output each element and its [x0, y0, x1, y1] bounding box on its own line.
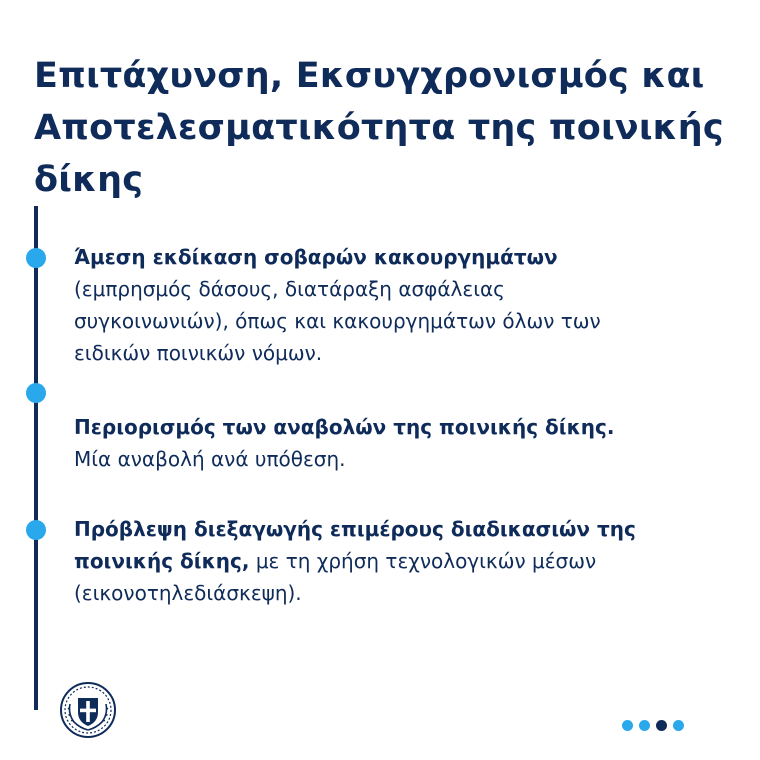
item-3-heading-line-2: ποινικής δίκης, — [74, 549, 250, 573]
page-dot-3-active[interactable] — [656, 720, 667, 731]
list-item-1 — [74, 241, 734, 369]
title-line-2: Αποτελεσματικότητα της ποινικής — [34, 108, 724, 148]
item-1-text-line-2: συγκοινωνιών), όπως και κακουργημάτων όλων των — [74, 309, 601, 333]
title-line-1: Επιτάχυνση, Εκσυγχρονισμός και — [34, 56, 705, 96]
pagination-dots — [622, 720, 684, 732]
item-2-text-line-1: Μία αναβολή ανά υπόθεση. — [74, 447, 346, 471]
bullet-dot-1 — [26, 248, 46, 268]
item-1-heading: Άμεση εκδίκαση σοβαρών κακουργημάτων — [74, 245, 558, 269]
item-3-line-2 — [74, 545, 734, 577]
page-dot-2[interactable] — [639, 720, 650, 731]
list-item-2 — [74, 411, 734, 475]
list-item-3 — [74, 513, 734, 609]
page-dot-4[interactable] — [673, 720, 684, 731]
bullet-dot-3 — [26, 520, 46, 540]
greek-coat-of-arms-icon — [58, 680, 118, 740]
item-3-text-line-2: με τη χρήση τεχνολογικών μέσων — [249, 549, 597, 573]
timeline-line — [34, 206, 38, 710]
title-line-3: δίκης — [34, 160, 144, 200]
item-1-text-line-1: (εμπρησμός δάσους, διατάραξη ασφάλειας — [74, 277, 505, 301]
item-2-heading: Περιορισμός των αναβολών της ποινικής δίκης. — [74, 415, 615, 439]
page-dot-1[interactable] — [622, 720, 633, 731]
item-3-text-line-3: (εικονοτηλεδιάσκεψη). — [74, 581, 302, 605]
bullet-dot-2 — [26, 383, 46, 403]
item-3-heading-line-1: Πρόβλεψη διεξαγωγής επιμέρους διαδικασιών της — [74, 517, 636, 541]
page-title — [34, 50, 734, 206]
item-1-text-line-3: ειδικών ποινικών νόμων. — [74, 341, 323, 365]
